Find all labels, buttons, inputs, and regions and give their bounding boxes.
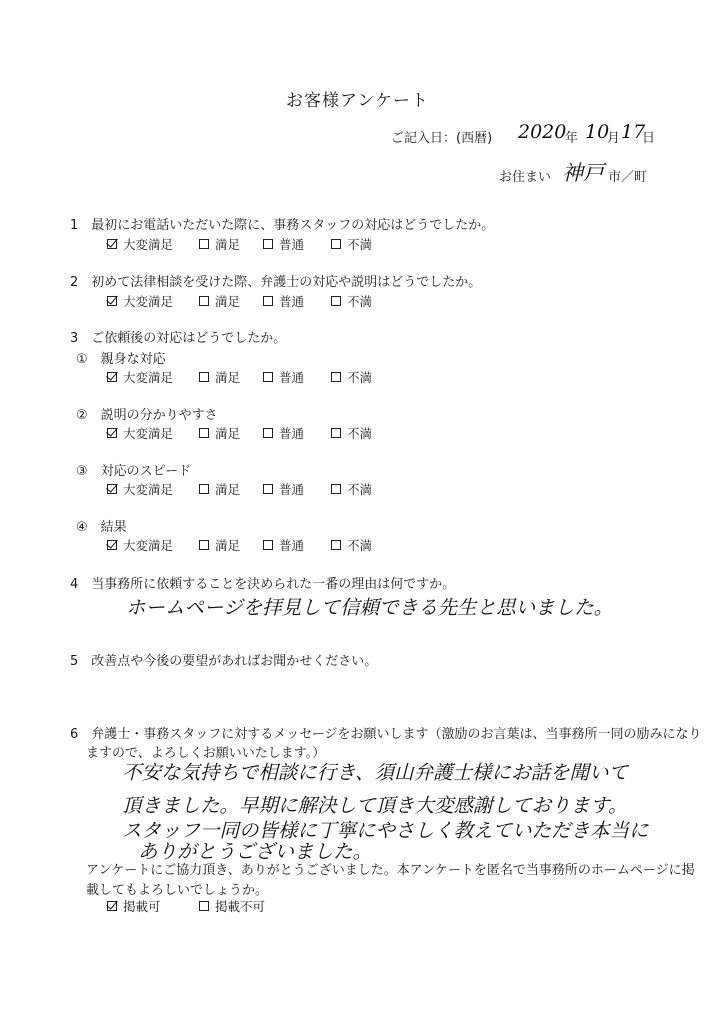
option-label: 大変満足 [123,294,174,309]
option-neutral[interactable] [263,424,331,442]
option-label: 満足 [215,482,241,497]
option-neutral[interactable] [263,480,331,498]
question-6-line-2: ますので、よろしくお願いいたします。） [86,746,326,761]
option-satisfied[interactable] [199,235,263,253]
option-label: 不満 [347,538,373,553]
checkbox-checked[interactable] [107,372,117,382]
consent-line-1: アンケートにご協力頂き、ありがとうございました。本アンケートを匿名で当事務所のホームページに掲 [86,863,695,878]
option-label: 大変満足 [123,370,174,385]
option-label: 大変満足 [123,426,174,441]
option-dissatisfied[interactable] [331,292,372,310]
checkbox[interactable] [199,901,209,911]
question-6-answer-line-1: 不安な気持ちで相談に行き、須山弁護士様にお話を聞いて [122,761,629,784]
option-label: 不満 [347,294,373,309]
date-day-unit: 日 [642,131,656,146]
question-6-answer-line-3: スタッフ一同の皆様に丁寧にやさしく教えていただき本当に [122,819,649,842]
option-neutral[interactable] [263,292,331,310]
option-very-satisfied[interactable] [107,368,199,386]
option-dissatisfied[interactable] [331,235,372,253]
date-month: 10 [585,121,610,143]
question-3-sub-3: ③ 対応のスピード [76,464,192,479]
option-label: 大変満足 [123,482,174,497]
option-label: 普通 [279,482,305,497]
question-3-sub-1: ① 親身な対応 [76,352,166,367]
checkbox-checked[interactable] [107,296,117,306]
checkbox[interactable] [199,296,209,306]
question-3: 3 ご依頼後の対応はどうでしたか。 [70,331,287,346]
checkbox[interactable] [331,239,341,249]
option-label: 普通 [279,370,305,385]
question-2: 2 初めて法律相談を受けた際、弁護士の対応や説明はどうでしたか。 [70,275,482,290]
date-year-unit: 年 [565,131,579,146]
option-satisfied[interactable] [199,368,263,386]
option-label: 満足 [215,294,241,309]
question-3-sub-4: ④ 結果 [76,520,127,535]
option-very-satisfied[interactable] [107,536,199,554]
option-satisfied[interactable] [199,424,263,442]
question-3-1-options [107,368,372,386]
consent-yes-option[interactable] [107,897,199,915]
checkbox[interactable] [263,484,273,494]
checkbox-checked[interactable] [107,540,117,550]
question-3-2-options [107,424,372,442]
consent-yes-label: 掲載可 [123,899,161,914]
checkbox[interactable] [199,428,209,438]
date-month-unit: 月 [607,131,621,146]
option-label: 不満 [347,482,373,497]
option-very-satisfied[interactable] [107,292,199,310]
option-neutral[interactable] [263,368,331,386]
checkbox[interactable] [331,428,341,438]
option-label: 不満 [347,426,373,441]
consent-line-2: 載してもよろしいでしょうか。 [86,883,269,898]
question-3-3-options [107,480,372,498]
checkbox[interactable] [263,239,273,249]
option-satisfied[interactable] [199,292,263,310]
checkbox-checked[interactable] [107,901,117,911]
checkbox[interactable] [331,484,341,494]
checkbox-checked[interactable] [107,428,117,438]
question-5: 5 改善点や今後の要望があればお聞かせください。 [70,654,378,669]
checkbox[interactable] [199,484,209,494]
question-1-options [107,235,372,253]
question-2-options [107,292,372,310]
question-3-4-options [107,536,372,554]
question-3-sub-2: ② 説明の分かりやすさ [76,408,218,423]
consent-options [107,897,265,915]
option-label: 普通 [279,426,305,441]
option-label: 大変満足 [123,237,174,252]
checkbox[interactable] [331,372,341,382]
option-label: 大変満足 [123,538,174,553]
date-year: 2020 [518,121,567,143]
option-very-satisfied[interactable] [107,424,199,442]
option-label: 満足 [215,237,241,252]
checkbox[interactable] [199,239,209,249]
date-day: 17 [621,121,646,143]
checkbox[interactable] [331,296,341,306]
date-label: ご記入日：(西暦) [391,131,493,146]
checkbox[interactable] [263,540,273,550]
option-dissatisfied[interactable] [331,368,372,386]
checkbox[interactable] [263,428,273,438]
question-1: 1 最初にお電話いただいた際に、事務スタッフの対応はどうでしたか。 [70,218,495,233]
checkbox[interactable] [263,372,273,382]
option-label: 満足 [215,538,241,553]
option-satisfied[interactable] [199,480,263,498]
option-very-satisfied[interactable] [107,480,199,498]
option-dissatisfied[interactable] [331,536,372,554]
checkbox[interactable] [331,540,341,550]
option-label: 普通 [279,538,305,553]
page-title: お客様アンケート [286,91,429,111]
option-label: 普通 [279,237,305,252]
option-dissatisfied[interactable] [331,424,372,442]
checkbox[interactable] [263,296,273,306]
option-dissatisfied[interactable] [331,480,372,498]
option-neutral[interactable] [263,536,331,554]
address-label: お住まい [499,170,552,185]
option-label: 不満 [347,370,373,385]
question-4: 4 当事務所に依頼することを決められた一番の理由は何ですか。 [70,577,456,592]
option-satisfied[interactable] [199,536,263,554]
option-very-satisfied[interactable] [107,235,199,253]
checkbox[interactable] [199,372,209,382]
address-suffix: 市／町 [608,170,648,185]
option-neutral[interactable] [263,235,331,253]
option-label: 不満 [347,237,373,252]
consent-no-label: 掲載不可 [215,899,266,914]
consent-no-option[interactable] [199,897,265,915]
question-6-answer-line-2: 頂きました。早期に解決して頂き大変感謝しております。 [122,794,628,817]
checkbox-checked[interactable] [107,239,117,249]
option-label: 満足 [215,370,241,385]
checkbox-checked[interactable] [107,484,117,494]
option-label: 満足 [215,426,241,441]
address-city: 神戸 [562,161,604,185]
checkbox[interactable] [199,540,209,550]
question-6-answer-line-4: ありがとうございました。 [138,840,373,863]
question-4-answer: ホームページを拝見して信頼できる先生と思いました。 [126,596,614,619]
option-label: 普通 [279,294,305,309]
question-6-line-1: 6 弁護士・事務スタッフに対するメッセージをお願いします（激励のお言葉は、当事務所一同の励みになり [70,727,702,742]
